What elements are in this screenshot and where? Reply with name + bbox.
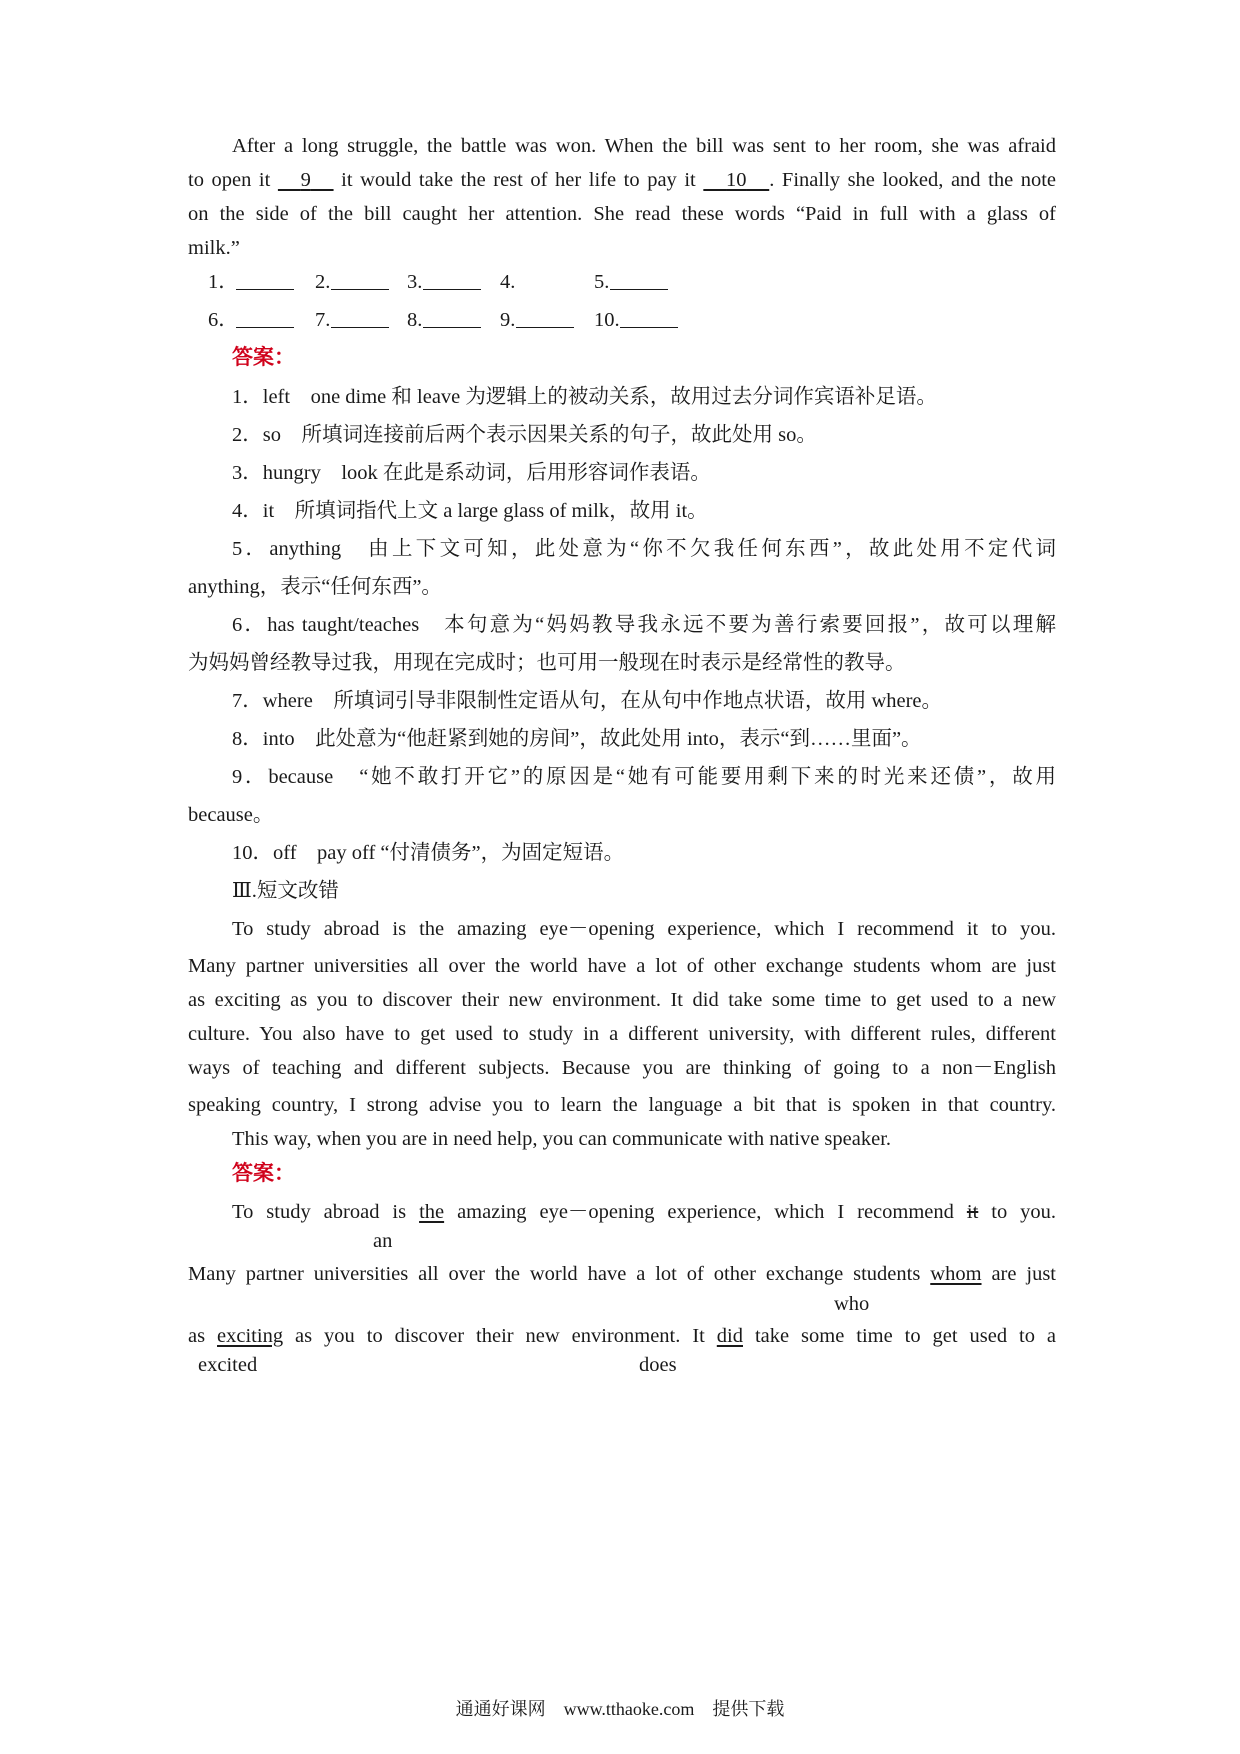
blank-number: 4.: [500, 271, 516, 293]
passage-line-3: on the side of the bill caught her attention. She read these words “Paid in full with a glass of: [188, 203, 1056, 225]
blank-10: 10: [726, 169, 747, 191]
corrected-line-2: [188, 1256, 1056, 1293]
blank-9: 9: [300, 169, 311, 191]
answer-blank: [236, 267, 294, 290]
corrected-line-3: [188, 1318, 1056, 1355]
answer-item-3: 3．hungry look 在此是系动词，后用形容词作表语。: [232, 462, 711, 484]
correction-word: does: [639, 1354, 677, 1376]
blank-number: 3.: [407, 271, 423, 293]
corrected-text: are just: [991, 1263, 1056, 1285]
corrected-line-1: [188, 1194, 1056, 1231]
answer-blank: [620, 305, 678, 328]
correction-word: an: [373, 1230, 393, 1252]
essay-line-1: To study abroad is the amazing eye－opening experience, which I recommend it to you.: [232, 918, 1056, 940]
error-word: the: [419, 1201, 445, 1223]
deleted-word: it: [966, 1201, 979, 1223]
passage-line-4: milk.”: [188, 237, 240, 259]
passage-text: . Finally she looked, and the note: [769, 169, 1057, 191]
corrected-text: To study abroad is: [232, 1201, 407, 1223]
answer-item-1: 1．left one dime 和 leave 为逻辑上的被动关系，故用过去分词作宾语补足语。: [232, 386, 937, 408]
error-word: did: [716, 1325, 743, 1347]
passage-line-1: After a long struggle, the battle was won. When the bill was sent to her room, she was afraid: [232, 135, 1056, 157]
passage-text: it would take the rest of her life to pay it: [341, 169, 696, 191]
page-footer: 通通好课网 www.tthaoke.com 提供下载: [455, 1699, 785, 1719]
corrected-text: as you to discover their new environment. It: [295, 1325, 705, 1347]
corrected-text: as: [188, 1325, 206, 1347]
answer-item-9: 9．because “她不敢打开它”的原因是“她有可能要用剩下来的时光来还债”，故用: [232, 766, 1056, 788]
error-word: exciting: [217, 1325, 284, 1347]
answer-item-7: 7．where 所填词引导非限制性定语从句，在从句中作地点状语，故用 where。: [232, 690, 943, 712]
blank-number: 2.: [315, 271, 331, 293]
answer-blank: [423, 267, 481, 290]
answer-blank: [610, 267, 668, 290]
corrected-text: to you.: [991, 1201, 1057, 1223]
answer-item-6-cont: 为妈妈曾经教导过我，用现在完成时；也可用一般现在时表示是经常性的教导。: [188, 652, 906, 674]
answer-item-5: 5．anything 由上下文可知，此处意为“你不欠我任何东西”，故此处用不定代词: [232, 538, 1056, 560]
passage-line-2: [188, 162, 1056, 199]
answer-blank: [236, 305, 294, 328]
blank-number: 10.: [594, 309, 620, 331]
essay-line-2: Many partner universities all over the world have a lot of other exchange students whom are just: [188, 955, 1056, 977]
essay-line-4: culture. You also have to get used to study in a different university, with different rules, different: [188, 1023, 1056, 1045]
answer-item-5-cont: anything，表示“任何东西”。: [188, 576, 442, 598]
answer-blank: [331, 305, 389, 328]
error-word: whom: [930, 1263, 982, 1285]
blank-number: 7.: [315, 309, 331, 331]
blank-number: 1．: [208, 271, 239, 293]
blank-number: 6．: [208, 309, 239, 331]
answer-blank: [516, 305, 574, 328]
answer-item-2: 2．so 所填词连接前后两个表示因果关系的句子，故此处用 so。: [232, 424, 817, 446]
essay-line-5: ways of teaching and different subjects. Because you are thinking of going to a non－English: [188, 1057, 1056, 1079]
correction-word: who: [834, 1293, 870, 1315]
blank-number: 8.: [407, 309, 423, 331]
blank-number: 5.: [594, 271, 610, 293]
answer-item-9-cont: because。: [188, 804, 274, 826]
answer-label: 答案：: [232, 345, 295, 369]
correction-word: excited: [198, 1354, 258, 1376]
document-page: [188, 0, 1056, 1754]
answer-item-6: 6．has taught/teaches 本句意为“妈妈教导我永远不要为善行索要回报”，故可以理解: [232, 614, 1056, 636]
essay-line-3: as exciting as you to discover their new environment. It did take some time to get used to a new: [188, 989, 1056, 1011]
answer-label: 答案：: [232, 1161, 295, 1185]
answer-blank: [423, 305, 481, 328]
answer-item-4: 4．it 所填词指代上文 a large glass of milk，故用 it。: [232, 500, 708, 522]
answer-item-8: 8．into 此处意为“他赶紧到她的房间”，故此处用 into，表示“到……里面”。: [232, 728, 922, 750]
corrected-text: Many partner universities all over the world have a lot of other exchange students: [188, 1263, 921, 1285]
section-title: Ⅲ.短文改错: [232, 880, 339, 902]
corrected-text: amazing eye－opening experience, which I recommend: [457, 1201, 954, 1223]
blank-number: 9.: [500, 309, 516, 331]
essay-line-7: This way, when you are in need help, you can communicate with native speaker.: [232, 1128, 892, 1150]
essay-line-6: speaking country, I strong advise you to learn the language a bit that is spoken in that country.: [188, 1094, 1056, 1116]
passage-text: to open it: [188, 169, 271, 191]
answer-item-10: 10．off pay off “付清债务”，为固定短语。: [232, 842, 625, 864]
answer-blank: [331, 267, 389, 290]
corrected-text: take some time to get used to a: [754, 1325, 1057, 1347]
